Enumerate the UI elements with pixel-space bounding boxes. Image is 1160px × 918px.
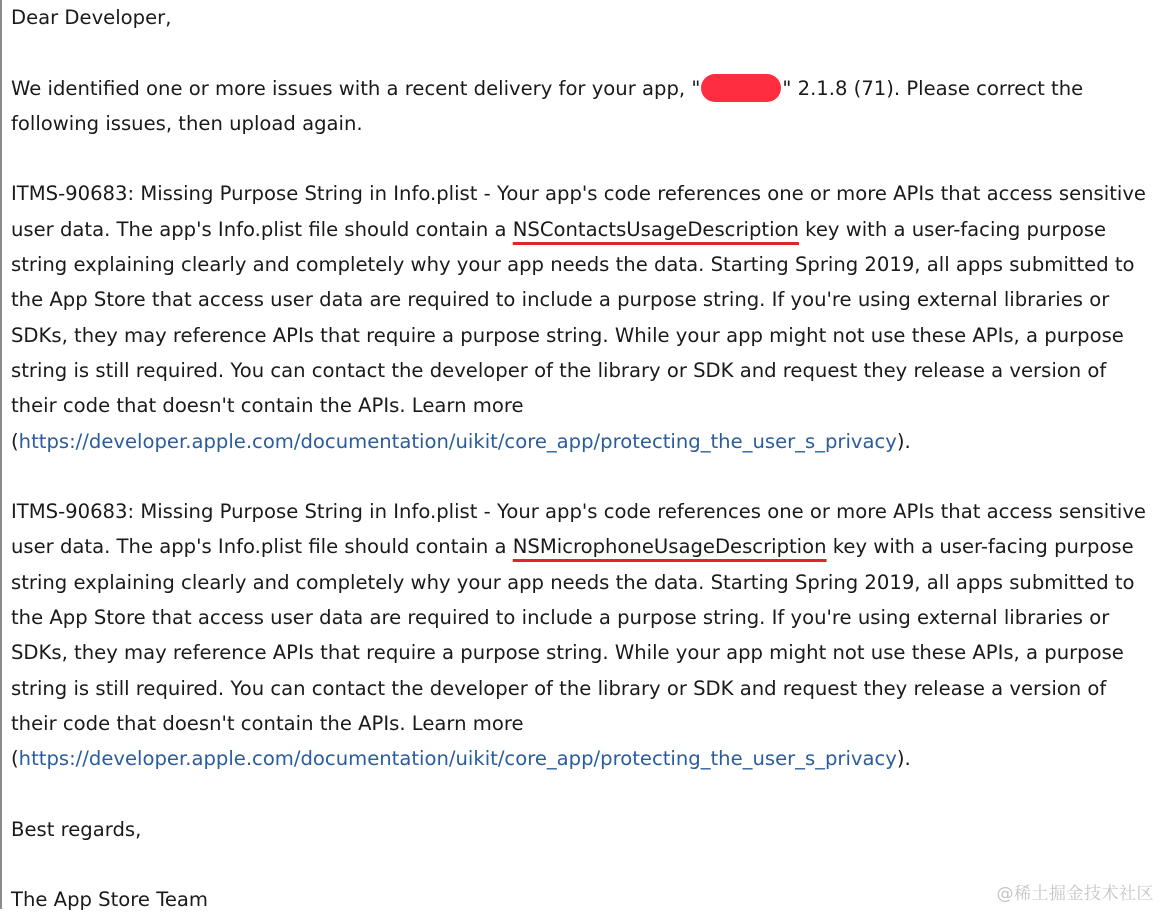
privacy-doc-link[interactable]: https://developer.apple.com/documentation/uikit/core_app/protecting_the_user_s_privacy xyxy=(18,429,897,453)
issue-text-close: ). xyxy=(896,429,911,453)
intro-paragraph xyxy=(11,71,1151,142)
intro-text-end: " 2.1.8 (71). Please correct the following issues, then upload again. xyxy=(11,76,1084,135)
issue-paragraph-contacts xyxy=(11,176,1151,458)
intro-text-start: We identified one or more issues with a recent delivery for your app, " xyxy=(11,76,701,100)
closing: Best regards, xyxy=(11,817,142,841)
privacy-doc-link[interactable]: https://developer.apple.com/documentation/uikit/core_app/protecting_the_user_s_privacy xyxy=(18,747,897,771)
issue-text-close: ). xyxy=(896,747,911,771)
greeting: Dear Developer, xyxy=(11,6,172,29)
left-border xyxy=(0,0,2,909)
watermark: @稀土掘金技术社区 xyxy=(996,884,1154,904)
issue-text-end: key with a user-facing purpose string explaining clearly and completely why your app needs the data. Starting Spring 2019, all apps submitted to the App Store that access user data are required to include a purpose string. If you're using external libraries or SDKs, they may reference APIs that require a purpose string. While your app might not use these APIs, a purpose string is still required. You can contact the developer of the library or SDK and request they release a version of their code that doesn't contain the APIs. Learn more ( xyxy=(11,535,1135,771)
issue-text-start: ITMS-90683: Missing Purpose String in Info.plist - Your app's code references one or more APIs that access sensitive user data. The app's Info.plist file should contain a xyxy=(11,182,1146,241)
highlighted-key-contacts: NSContactsUsageDescription xyxy=(512,217,799,241)
signature: The App Store Team xyxy=(11,888,208,912)
email-body xyxy=(11,0,1151,918)
highlighted-key-microphone: NSMicrophoneUsageDescription xyxy=(512,535,827,559)
issue-text-end: key with a user-facing purpose string explaining clearly and completely why your app needs the data. Starting Spring 2019, all apps submitted to the App Store that access user data are required to include a purpose string. If you're using external libraries or SDKs, they may reference APIs that require a purpose string. While your app might not use these APIs, a purpose string is still required. You can contact the developer of the library or SDK and request they release a version of their code that doesn't contain the APIs. Learn more ( xyxy=(11,217,1135,453)
issue-paragraph-microphone xyxy=(11,494,1151,776)
redacted-app-name xyxy=(701,74,781,102)
issue-text-start: ITMS-90683: Missing Purpose String in Info.plist - Your app's code references one or more APIs that access sensitive user data. The app's Info.plist file should contain a xyxy=(11,500,1146,559)
